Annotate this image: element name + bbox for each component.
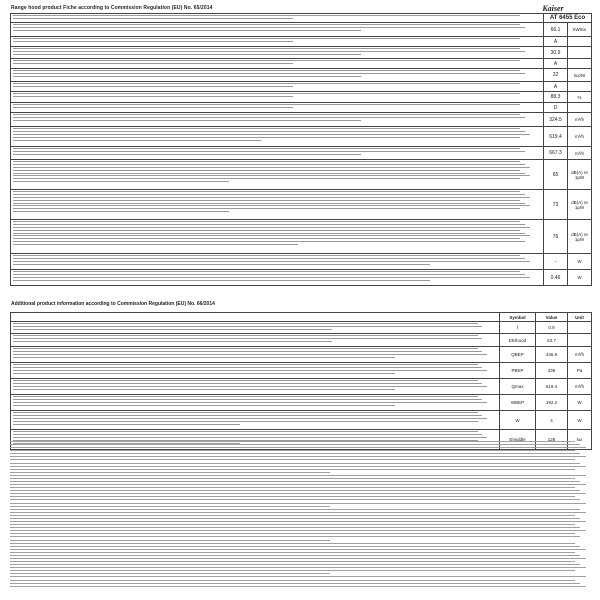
additional-header-row <box>11 313 592 322</box>
fiche-row <box>11 113 592 127</box>
product-fiche-page <box>8 4 594 596</box>
header-symbol: Symbol <box>500 313 536 322</box>
fiche-row-description <box>11 37 544 47</box>
multilingual-description-text <box>13 114 541 125</box>
fiche-row-description <box>11 59 544 69</box>
additional-row-value: 192.2 <box>536 395 568 411</box>
multilingual-description-text <box>13 38 541 45</box>
fiche-row-value: 88.3 <box>544 92 568 103</box>
additional-row-value: 53.7 <box>536 334 568 347</box>
fiche-row-value: - <box>544 254 568 270</box>
fiche-row <box>11 190 592 220</box>
fiche-row-description <box>11 14 544 23</box>
fiche-row-unit: dB(A) re 1pW <box>568 190 592 220</box>
fiche-row-description <box>11 82 544 92</box>
additional-row-unit <box>568 334 592 347</box>
multilingual-description-text <box>13 335 497 345</box>
multilingual-description-text <box>13 364 497 377</box>
multilingual-description-text <box>13 191 541 218</box>
fiche-row-unit: dB(A) re 1pW <box>568 220 592 254</box>
fiche-row-value: A <box>544 37 568 47</box>
fiche-row-value: A <box>544 82 568 92</box>
additional-info-title: Additional product information according to Commission Regulation (EU) No. 66/2014 <box>11 301 215 307</box>
fiche-row-value: 65 <box>544 160 568 190</box>
additional-row <box>11 322 592 334</box>
additional-row <box>11 379 592 395</box>
header-value: Value <box>536 313 568 322</box>
additional-row-symbol: f <box>500 322 536 334</box>
multilingual-description-text <box>13 83 541 90</box>
additional-row-unit: m³/h <box>568 379 592 395</box>
fiche-row-unit: % <box>568 92 592 103</box>
fiche-row-unit: W <box>568 270 592 286</box>
fiche-row-description <box>11 92 544 103</box>
multilingual-description-text <box>13 24 541 35</box>
fiche-row-unit <box>568 37 592 47</box>
multilingual-description-text <box>13 412 497 428</box>
additional-row-symbol: EEIhood <box>500 334 536 347</box>
additional-row-unit <box>568 322 592 334</box>
fiche-row-value: D <box>544 103 568 113</box>
additional-row-symbol: Qmax <box>500 379 536 395</box>
additional-row-unit: W <box>568 411 592 430</box>
additional-row-symbol: Emiddle <box>500 430 536 450</box>
fiche-row <box>11 270 592 286</box>
additional-row-description <box>11 347 500 363</box>
additional-row-value: 446.9 <box>536 347 568 363</box>
fiche-row-value: 0.46 <box>544 270 568 286</box>
multilingual-description-text <box>13 15 541 21</box>
additional-row-description <box>11 334 500 347</box>
fiche-row <box>11 220 592 254</box>
multilingual-description-text <box>13 221 541 252</box>
fiche-row-description <box>11 160 544 190</box>
fiche-row-description <box>11 147 544 160</box>
fiche-row-unit <box>568 103 592 113</box>
fiche-row-value: AT 6455 Eco <box>544 14 592 23</box>
additional-row-value: 0.9 <box>536 322 568 334</box>
fiche-row-value: 667.3 <box>544 147 568 160</box>
fiche-row <box>11 103 592 113</box>
additional-row-unit: W <box>568 395 592 411</box>
fiche-row-unit: lux/W <box>568 69 592 82</box>
fiche-row <box>11 23 592 37</box>
fiche-row-unit: kWh/a <box>568 23 592 37</box>
multilingual-description-text <box>13 128 541 145</box>
fiche-row-value: 76 <box>544 220 568 254</box>
fiche-row-value: 73 <box>544 190 568 220</box>
fiche-row <box>11 254 592 270</box>
additional-row <box>11 363 592 379</box>
fiche-row-unit: m³/h <box>568 127 592 147</box>
fiche-row <box>11 14 592 23</box>
fiche-row-description <box>11 103 544 113</box>
fiche-row-value: 66.1 <box>544 23 568 37</box>
multilingual-description-text <box>13 70 541 80</box>
additional-row <box>11 411 592 430</box>
fiche-row <box>11 160 592 190</box>
multilingual-description-text <box>13 271 541 284</box>
additional-row-symbol: W <box>500 411 536 430</box>
additional-row-description <box>11 395 500 411</box>
additional-row-description <box>11 322 500 334</box>
fiche-row <box>11 82 592 92</box>
multilingual-description-text <box>13 60 541 67</box>
additional-row-value: 128 <box>536 430 568 450</box>
fiche-row-value: 32 <box>544 69 568 82</box>
fiche-row-unit: m³/h <box>568 147 592 160</box>
multilingual-description-text <box>13 255 541 268</box>
fiche-row <box>11 92 592 103</box>
fiche-row-unit <box>568 82 592 92</box>
multilingual-description-text <box>13 161 541 188</box>
fiche-row-unit: W <box>568 254 592 270</box>
fiche-row-description <box>11 127 544 147</box>
multilingual-description-text <box>13 380 497 393</box>
additional-row-value: 439 <box>536 363 568 379</box>
header-unit: Unit <box>568 313 592 322</box>
additional-row <box>11 395 592 411</box>
additional-row-symbol: PBEP <box>500 363 536 379</box>
fiche-row-unit <box>568 59 592 69</box>
fiche-row-description <box>11 69 544 82</box>
additional-row-description <box>11 379 500 395</box>
fiche-row <box>11 59 592 69</box>
additional-row-value: 4 <box>536 411 568 430</box>
fiche-row-value: A <box>544 59 568 69</box>
fiche-row-description <box>11 113 544 127</box>
fiche-row-unit: dB(A) re 1pW <box>568 160 592 190</box>
fiche-row-description <box>11 190 544 220</box>
fiche-row-unit: m³/h <box>568 113 592 127</box>
fiche-row-description <box>11 220 544 254</box>
additional-row <box>11 334 592 347</box>
multilingual-description-text <box>13 104 541 111</box>
fiche-title: Range hood product Fiche according to Commission Regulation (EU) No. 65/2014 <box>11 5 213 11</box>
fiche-row-description <box>11 23 544 37</box>
additional-row-description <box>11 411 500 430</box>
fiche-row <box>11 147 592 160</box>
multilingual-description-text <box>13 148 541 158</box>
additional-row-unit: Pa <box>568 363 592 379</box>
fiche-row-value: 324.5 <box>544 113 568 127</box>
fiche-row <box>11 69 592 82</box>
additional-row-symbol: WBEP <box>500 395 536 411</box>
multilingual-description-text <box>13 93 541 101</box>
additional-row-unit: lux <box>568 430 592 450</box>
multilingual-description-text <box>13 323 497 332</box>
additional-row-symbol: QBEP <box>500 347 536 363</box>
multilingual-description-text <box>13 48 541 57</box>
fiche-row-value: 619.4 <box>544 127 568 147</box>
multilingual-footnotes <box>10 441 592 594</box>
fiche-row-description <box>11 254 544 270</box>
fiche-table <box>10 13 592 286</box>
header-description-cell <box>11 313 500 322</box>
multilingual-description-text <box>13 348 497 361</box>
additional-row-value: 619.4 <box>536 379 568 395</box>
additional-row-unit: m³/h <box>568 347 592 363</box>
additional-row <box>11 347 592 363</box>
fiche-row-description <box>11 270 544 286</box>
fiche-row-value: 30.9 <box>544 47 568 59</box>
additional-row-description <box>11 363 500 379</box>
fiche-row <box>11 37 592 47</box>
brand-logo: Kaiser <box>542 4 564 13</box>
fiche-row <box>11 127 592 147</box>
fiche-row-description <box>11 47 544 59</box>
additional-info-table <box>10 312 592 450</box>
fiche-row-unit <box>568 47 592 59</box>
multilingual-description-text <box>13 396 497 409</box>
fiche-row <box>11 47 592 59</box>
